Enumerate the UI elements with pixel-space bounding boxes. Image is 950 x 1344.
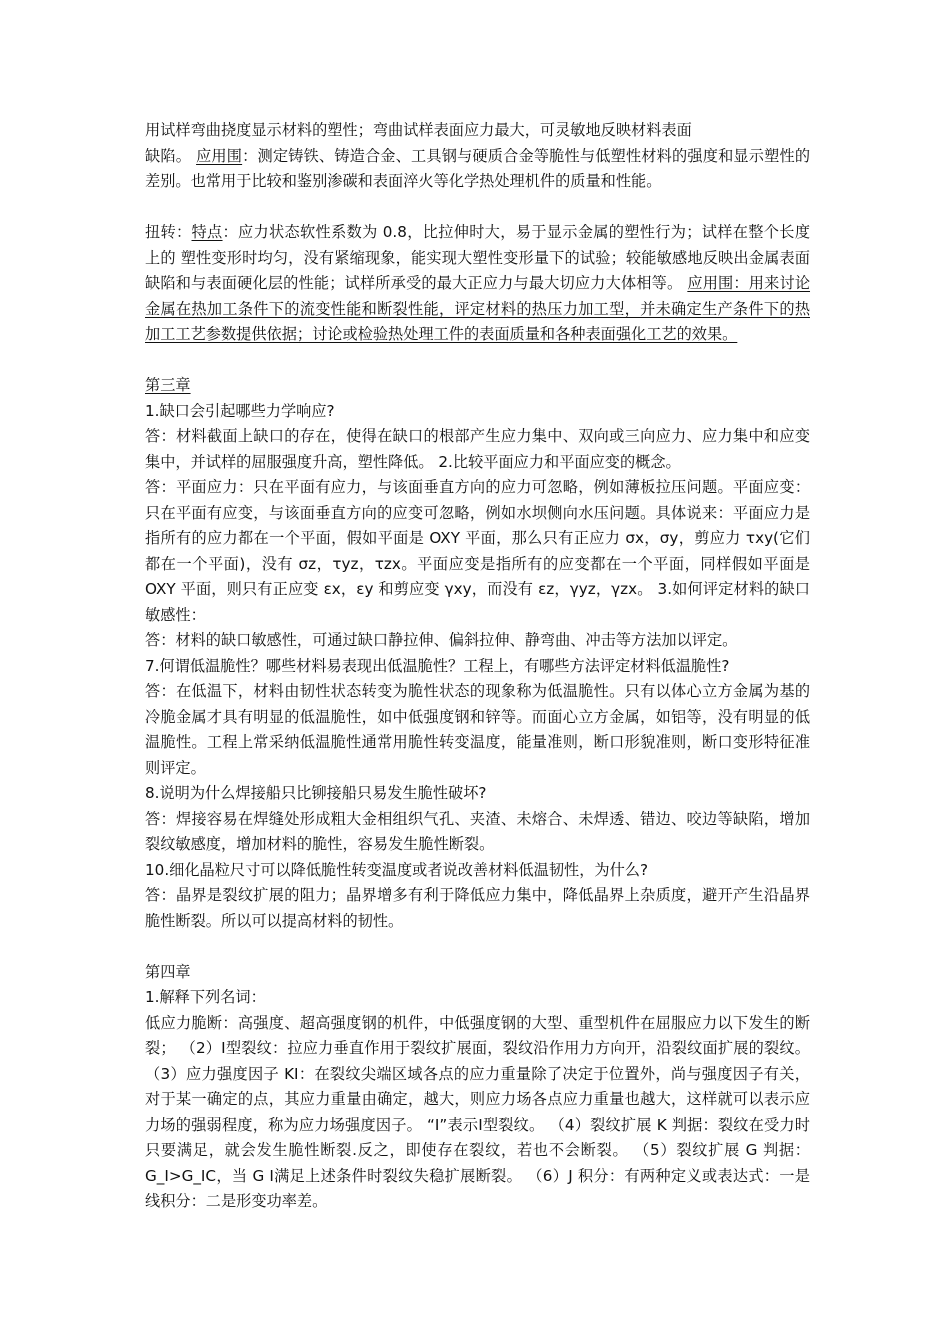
chapter3-a2: 答：平面应力：只在平面有应力，与该面垂直方向的应力可忽略，例如薄板拉压问题。平面应变：只在平面有应变，与该面垂直方向的应变可忽略，例如水坝侧向水压问题。具体说来：平面应力是指所有的应力都在一个平面，假如平面是 OXY 平面，那么只有正应力 σx，σy，剪应力 τxy(它们都在一个平面)，没有 σz，τyz，τzx。平面应变是指所有的应变都在一个平面，同样假如平面是 OXY 平面，则只有正应变 εx，εy 和剪应变 γxy，而没有 εz，γyz，γzx。 3.如何评定材料的缺口敏感性：: [145, 478, 810, 624]
chapter4-a1: 低应力脆断：高强度、超高强度钢的机件，中低强度钢的大型、重型机件在屈服应力以下发生的断裂； （2）Ⅰ型裂纹：拉应力垂直作用于裂纹扩展面，裂纹沿作用力方向开，沿裂纹面扩展的裂纹。 （3）应力强度因子 KI：在裂纹尖端区域各点的应力重量除了决定于位置外，尚与强度因子有关，对于某一确定的点，其应力重量由确定，越大，则应力场各点应力重量也越大，这样就可以表示应力场的强弱程度，称为应力场强度因子。 “I”表示Ⅰ型裂纹。 （4）裂纹扩展 K 判据：裂纹在受力时只要满足，就会发生脆性断裂.反之，即使存在裂纹，若也不会断裂。 （5）裂纹扩展 G 判据：G_I>G_IC，当 G Ⅰ满足上述条件时裂纹失稳扩展断裂。 （6）J 积分：有两种定义或表达式：一是线积分：二是形变功率差。: [145, 1013, 810, 1210]
chapter3-q7: 7.何谓低温脆性？哪些材料易表现出低温脆性？工程上，有哪些方法评定材料低温脆性?: [145, 656, 730, 675]
chapter4-q1: 1.解释下列名词：: [145, 988, 266, 1006]
chapter3-title: 第三章: [145, 376, 191, 394]
torsion-paragraph: [145, 220, 810, 348]
chapter3-a8: 答：焊接容易在焊缝处形成粗大金相组织气孔、夹渣、未熔合、未焊透、错边、咬边等缺陷，增加裂纹敏感度，增加材料的脆性，容易发生脆性断裂。: [145, 809, 810, 853]
torsion-feature-text: ：应力状态软性系数为 0.8，比拉伸时大，易于显示金属的塑性行为；试样在整个长度上的 塑性变形时均匀，没有紧缩现象，能实现大塑性变形量下的试验；较能敏感地反映出金属表面缺陷和与表面硬化层的性能；试样所承受的最大正应力与最大切应力大体相等。: [145, 223, 811, 292]
chapter3-q10: 10.细化晶粒尺寸可以降低脆性转变温度或者说改善材料低温韧性，为什么?: [145, 860, 649, 879]
bending-app-label: 应用围: [196, 146, 243, 165]
chapter3-a10: 答：晶界是裂纹扩展的阻力；晶界增多有利于降低应力集中，降低晶界上杂质度，避开产生沿晶界脆性断裂。所以可以提高材料的韧性。: [145, 886, 810, 930]
spacer: [145, 195, 810, 221]
document-page: [145, 118, 810, 1215]
chapter3-a1: 答：材料截面上缺口的存在，使得在缺口的根部产生应力集中、双向或三向应力、应力集中和应变集中，并试样的屈服强度升高，塑性降低。 2.比较平面应力和平面应变的概念。: [145, 427, 810, 471]
bending-line1: 用试样弯曲挠度显示材料的塑性；弯曲试样表面应力最大，可灵敏地反映材料表面: [145, 121, 692, 139]
chapter3-a3: 答：材料的缺口敏感性，可通过缺口静拉伸、偏斜拉伸、静弯曲、冲击等方法加以评定。: [145, 631, 738, 649]
chapter3-q1: 1.缺口会引起哪些力学响应?: [145, 401, 335, 420]
bending-lead: 缺陷。: [145, 146, 197, 165]
spacer: [145, 348, 810, 374]
torsion-feature-label: 特点: [191, 223, 223, 241]
torsion-app-text: 应用围：用来讨论金属在热加工条件下的流变性能和断裂性能，评定材料的热压力加工型，并未确定生产条件下的热加工工艺参数提供依据；讨论或检验热处理工件的表面质量和各种表面强化工艺的效果。: [145, 274, 811, 343]
chapter3-q8: 8.说明为什么焊接船只比铆接船只易发生脆性破坏?: [145, 784, 487, 802]
bending-app-text: ：测定铸铁、铸造合金、工具钢与硬质合金等脆性与低塑性材料的强度和显示塑性的差别。也常用于比较和鉴别渗碳和表面淬火等化学热处理机件的质量和性能。: [145, 146, 811, 190]
torsion-lead: 扭转：: [145, 223, 192, 241]
spacer: [145, 934, 810, 960]
bending-paragraph: [145, 118, 810, 195]
chapter4-title: 第四章: [145, 962, 191, 981]
chapter3-a7: 答：在低温下，材料由韧性状态转变为脆性状态的现象称为低温脆性。只有以体心立方金属为基的冷脆金属才具有明显的低温脆性，如中低强度钢和锌等。而面心立方金属，如铝等，没有明显的低温脆性。工程上常采纳低温脆性通常用脆性转变温度，能量准则，断口形貌准则，断口变形特征准则评定。: [145, 682, 810, 777]
